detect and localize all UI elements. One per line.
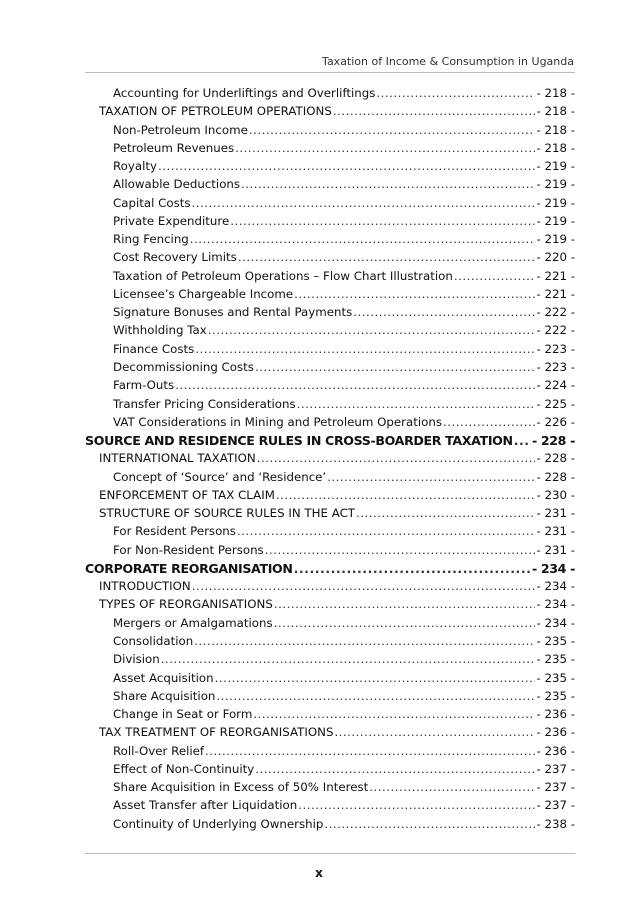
toc-entry-title: Petroleum Revenues [113, 140, 235, 155]
dot-leader [298, 798, 535, 812]
dot-leader [192, 579, 536, 593]
toc-entry[interactable] [85, 269, 575, 287]
toc-entry-page: - 224 - [536, 378, 575, 393]
dot-leader [230, 214, 535, 228]
toc-entry[interactable] [85, 123, 575, 141]
toc-entry[interactable] [85, 196, 575, 214]
toc-entry-page: - 219 - [536, 177, 575, 192]
toc-entry[interactable] [85, 616, 575, 634]
toc-entry-title: Roll-Over Relief [113, 743, 205, 758]
dot-leader [195, 342, 535, 356]
footer-rule [85, 853, 575, 854]
toc-entry[interactable] [85, 579, 575, 597]
dot-leader [190, 232, 536, 246]
toc-entry[interactable] [85, 360, 575, 378]
toc-entry-title: Taxation of Petroleum Operations – Flow Chart Illustration [113, 268, 453, 283]
toc-entry-page: - 231 - [536, 524, 575, 539]
toc-entry-title: INTRODUCTION [99, 579, 191, 594]
dot-leader [205, 744, 535, 758]
toc-entry-page: - 220 - [536, 250, 575, 265]
toc-entry-page: - 223 - [536, 359, 575, 374]
dot-leader [514, 433, 531, 448]
dot-leader [274, 597, 536, 611]
dot-leader [265, 543, 536, 557]
dot-leader [353, 305, 535, 319]
toc-entry-title: Mergers or Amalgamations [113, 615, 273, 630]
toc-entry-title: Division [113, 652, 160, 667]
dot-leader [274, 616, 536, 630]
dot-leader [255, 762, 535, 776]
toc-entry-page: - 219 - [536, 159, 575, 174]
dot-leader [334, 725, 535, 739]
toc-entry-page: - 235 - [536, 633, 575, 648]
dot-leader [241, 177, 535, 191]
toc-entry-page: - 218 - [536, 104, 575, 119]
toc-entry-title: Decommissioning Costs [113, 359, 254, 374]
toc-entry[interactable] [85, 597, 575, 615]
toc-entry-page: - 236 - [536, 725, 575, 740]
toc-entry-page: - 235 - [536, 652, 575, 667]
toc-entry-page: - 237 - [536, 761, 575, 776]
dot-leader [294, 561, 531, 576]
toc-entry-title: Effect of Non-Continuity [113, 761, 255, 776]
toc-entry-title: TYPES OF REORGANISATIONS [99, 597, 273, 612]
toc-entry-page: - 222 - [536, 305, 575, 320]
toc-entry-title: VAT Considerations in Mining and Petroleum Operations [113, 414, 442, 429]
toc-entry-title: Asset Acquisition [113, 670, 214, 685]
toc-entry-page: - 235 - [536, 670, 575, 685]
toc-entry[interactable] [85, 451, 575, 469]
toc-entry-title: Continuity of Underlying Ownership [113, 816, 324, 831]
toc-entry-page: - 218 - [536, 140, 575, 155]
toc-entry-page: - 236 - [536, 743, 575, 758]
header-rule [85, 72, 575, 73]
toc-entry-page: - 221 - [536, 286, 575, 301]
toc-entry[interactable] [85, 104, 575, 122]
toc-entry-title: For Non-Resident Persons [113, 542, 264, 557]
dot-leader [215, 671, 536, 685]
toc-entry-page: - 219 - [536, 213, 575, 228]
toc-chapter-entry[interactable] [85, 433, 575, 451]
toc-entry-title: For Resident Persons [113, 524, 236, 539]
toc-entry[interactable] [85, 250, 575, 268]
toc-entry-page: - 231 - [536, 506, 575, 521]
dot-leader [276, 488, 536, 502]
toc-entry[interactable] [85, 342, 575, 360]
toc-entry-title: Cost Recovery Limits [113, 250, 237, 265]
toc-entry-title: Consolidation [113, 633, 194, 648]
toc-entry[interactable] [85, 141, 575, 159]
toc-entry-page: - 236 - [536, 707, 575, 722]
toc-entry[interactable] [85, 744, 575, 762]
dot-leader [369, 780, 535, 794]
toc-entry-title: Royalty [113, 159, 157, 174]
toc-entry-title: CORPORATE REORGANISATION [85, 560, 293, 576]
toc-entry[interactable] [85, 488, 575, 506]
toc-entry-page: - 219 - [536, 232, 575, 247]
toc-entry[interactable] [85, 524, 575, 542]
dot-leader [324, 817, 535, 831]
toc-entry[interactable] [85, 232, 575, 250]
toc-entry-title: Withholding Tax [113, 323, 207, 338]
dot-leader [443, 415, 536, 429]
toc-entry[interactable] [85, 415, 575, 433]
toc-entry-title: Finance Costs [113, 341, 195, 356]
toc-entry[interactable] [85, 470, 575, 488]
dot-leader [249, 123, 536, 137]
dot-leader [257, 451, 536, 465]
toc-entry-title: Share Acquisition in Excess of 50% Interest [113, 780, 369, 795]
toc-entry-title: Private Expenditure [113, 213, 230, 228]
dot-leader [161, 652, 536, 666]
toc-entry[interactable] [85, 798, 575, 816]
toc-entry-title: Signature Bonuses and Rental Payments [113, 305, 353, 320]
toc-entry-title: TAX TREATMENT OF REORGANISATIONS [99, 725, 334, 740]
toc-entry-page: - 221 - [536, 268, 575, 283]
toc-entry[interactable] [85, 323, 575, 341]
dot-leader [208, 323, 536, 337]
toc-entry-title: Allowable Deductions [113, 177, 241, 192]
toc-entry[interactable] [85, 159, 575, 177]
toc-entry[interactable] [85, 652, 575, 670]
toc-entry-page: - 237 - [536, 798, 575, 813]
toc-entry[interactable] [85, 86, 575, 104]
toc-entry[interactable] [85, 506, 575, 524]
dot-leader [216, 689, 535, 703]
toc-entry[interactable] [85, 214, 575, 232]
dot-leader [237, 524, 536, 538]
running-header: Taxation of Income & Consumption in Uganda [322, 55, 574, 68]
toc-entry[interactable] [85, 543, 575, 561]
toc-entry-title: Concept of ‘Source’ and ‘Residence’ [113, 469, 327, 484]
toc-entry-title: Accounting for Underliftings and Overliftings [113, 86, 376, 100]
page-number: x [315, 866, 323, 880]
toc-entry[interactable] [85, 634, 575, 652]
dot-leader [255, 360, 536, 374]
dot-leader [333, 104, 536, 118]
dot-leader [454, 269, 536, 283]
toc-entry-page: - 235 - [536, 688, 575, 703]
toc-entry-title: Non-Petroleum Income [113, 122, 248, 137]
dot-leader [175, 378, 535, 392]
toc-entry-title: Capital Costs [113, 195, 191, 210]
toc-entry-page: - 218 - [536, 86, 575, 100]
toc-entry-page: - 228 - [536, 451, 575, 466]
toc-entry-page: - 234 - [536, 615, 575, 630]
toc-entry-page: - 238 - [536, 816, 575, 831]
toc-entry[interactable] [85, 305, 575, 323]
toc-entry[interactable] [85, 378, 575, 396]
toc-entry-page: - 225 - [536, 396, 575, 411]
table-of-contents [85, 86, 575, 835]
toc-entry[interactable] [85, 707, 575, 725]
toc-entry-title: ENFORCEMENT OF TAX CLAIM [99, 487, 275, 502]
dot-leader [294, 287, 535, 301]
toc-entry[interactable] [85, 177, 575, 195]
dot-leader [158, 159, 535, 173]
toc-entry-page: - 237 - [536, 780, 575, 795]
dot-leader [253, 707, 535, 721]
dot-leader [327, 470, 535, 484]
toc-entry-page: - 234 - [536, 579, 575, 594]
toc-entry-page: - 228 - [531, 433, 575, 449]
toc-chapter-entry[interactable] [85, 561, 575, 579]
toc-entry-page: - 226 - [536, 414, 575, 429]
toc-entry-title: Licensee’s Chargeable Income [113, 286, 294, 301]
toc-entry-title: Share Acquisition [113, 688, 216, 703]
toc-entry-title: INTERNATIONAL TAXATION [99, 451, 256, 466]
dot-leader [238, 250, 536, 264]
toc-entry[interactable] [85, 287, 575, 305]
toc-entry-title: Transfer Pricing Considerations [113, 396, 296, 411]
toc-entry-page: - 234 - [531, 560, 575, 576]
toc-entry-page: - 219 - [536, 195, 575, 210]
toc-entry-title: SOURCE AND RESIDENCE RULES IN CROSS-BOARDER TAXATION [85, 433, 513, 449]
toc-entry[interactable] [85, 817, 575, 835]
toc-entry-page: - 230 - [536, 487, 575, 502]
toc-entry-page: - 234 - [536, 597, 575, 612]
toc-entry[interactable] [85, 725, 575, 743]
toc-entry-title: Asset Transfer after Liquidation [113, 798, 298, 813]
toc-entry-title: TAXATION OF PETROLEUM OPERATIONS [99, 104, 332, 119]
toc-entry[interactable] [85, 762, 575, 780]
toc-entry-page: - 228 - [536, 469, 575, 484]
toc-entry-title: Change in Seat or Form [113, 707, 253, 722]
toc-entry-page: - 231 - [536, 542, 575, 557]
dot-leader [297, 397, 536, 411]
toc-entry-page: - 222 - [536, 323, 575, 338]
toc-entry[interactable] [85, 780, 575, 798]
toc-entry-title: Ring Fencing [113, 232, 189, 247]
toc-entry[interactable] [85, 689, 575, 707]
toc-entry-title: Farm-Outs [113, 378, 175, 393]
dot-leader [194, 634, 535, 648]
dot-leader [356, 506, 535, 520]
dot-leader [192, 196, 536, 210]
toc-entry[interactable] [85, 671, 575, 689]
toc-entry[interactable] [85, 397, 575, 415]
dot-leader [376, 86, 535, 100]
dot-leader [235, 141, 535, 155]
toc-entry-title: STRUCTURE OF SOURCE RULES IN THE ACT [99, 506, 356, 521]
toc-entry-page: - 223 - [536, 341, 575, 356]
toc-entry-page: - 218 - [536, 122, 575, 137]
